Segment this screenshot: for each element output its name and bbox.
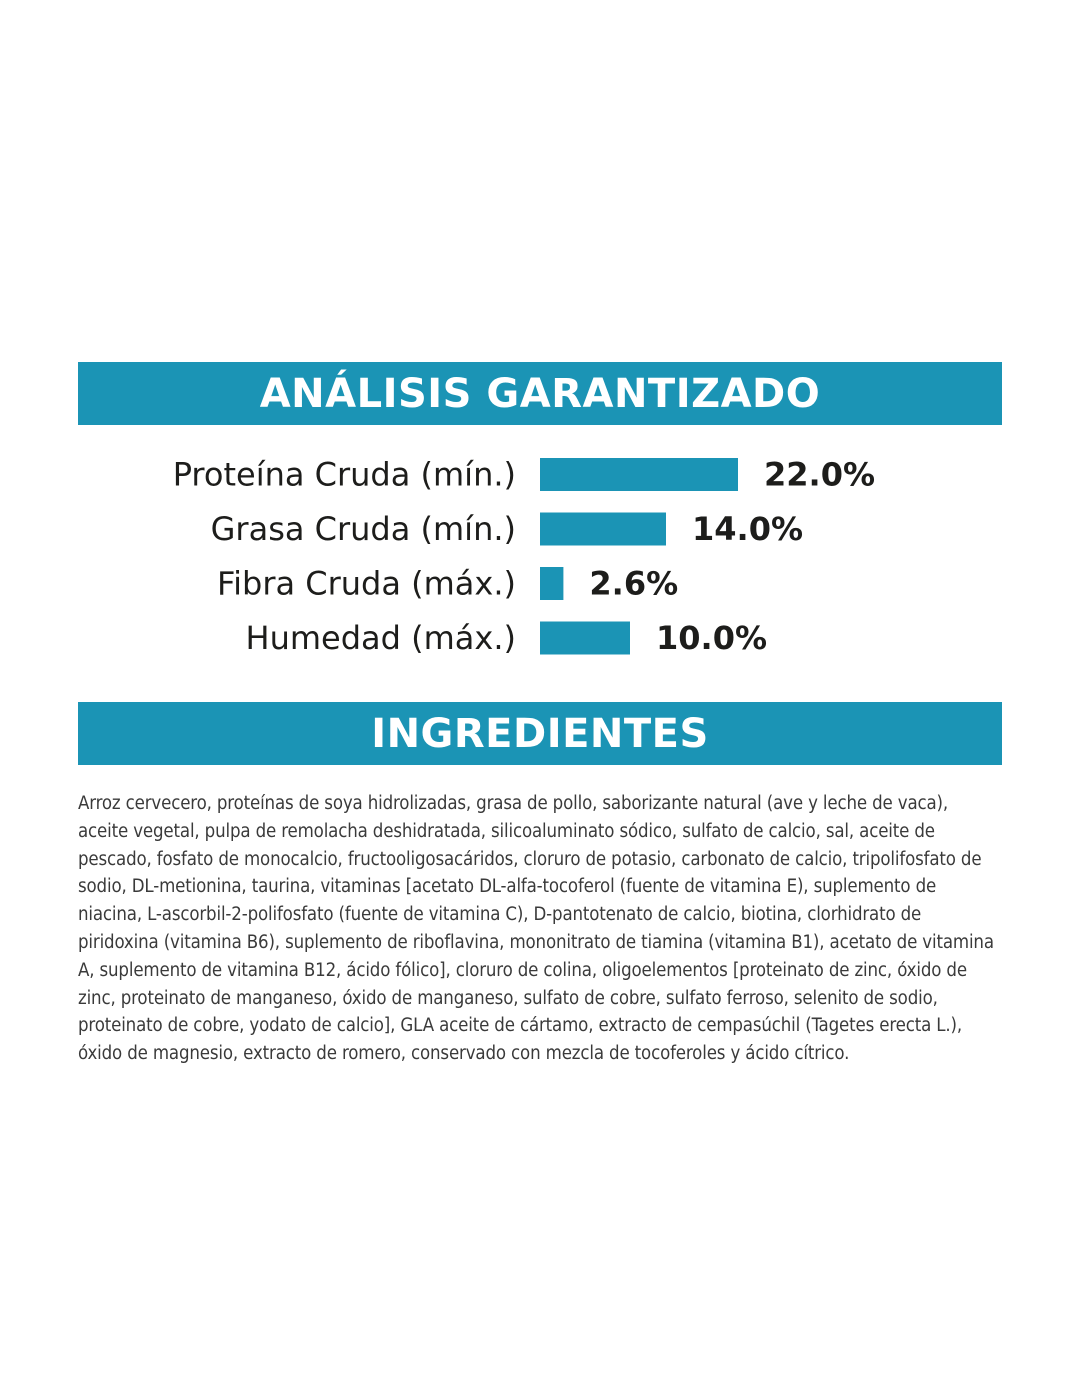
value-label: 2.6%	[589, 564, 679, 603]
value-label: 22.0%	[764, 455, 876, 494]
value-label: 14.0%	[692, 510, 804, 548]
guaranteed-analysis-chart	[0, 440, 1080, 680]
bar	[540, 567, 563, 600]
ingredients-title: INGREDIENTES	[371, 710, 709, 757]
value-label: 10.0%	[656, 619, 768, 657]
bar	[540, 458, 738, 491]
bar	[540, 513, 666, 546]
category-label: Proteína Cruda (mín.)	[172, 455, 516, 494]
analysis-banner	[78, 362, 1002, 425]
analysis-title: ANÁLISIS GARANTIZADO	[259, 370, 821, 417]
bar	[540, 622, 630, 655]
category-label: Humedad (máx.)	[245, 619, 516, 657]
ingredients-list: Arroz cervecero, proteínas de soya hidrolizadas, grasa de pollo, saborizante natural (ave y leche de vaca), aceite vegetal, pulpa de remolacha deshidratada, silicoaluminato sódico, sulfato de calcio, sal, aceite de pescado, fosfato de monocalcio, fructooligosacáridos, cloruro de potasio, carbonato de calcio, tripolifosfato de sodio, DL-metionina, taurina, vitaminas [acetato DL-alfa-tocoferol (fuente de vitamina E), suplemento de niacina, L-ascorbil-2-polifosfato (fuente de vitamina C), D-pantotenato de calcio, biotina, clorhidrato de piridoxina (vitamina B6), suplemento de riboflavina, mononitrato de tiamina (vitamina B1), acetato de vitamina A, suplemento de vitamina B12, ácido fólico], cloruro de colina, oligoelementos [proteinato de zinc, óxido de zinc, proteinato de manganeso, óxido de manganeso, sulfato de cobre, sulfato ferroso, selenito de sodio, proteinato de cobre, yodato de calcio], GLA aceite de cártamo, extracto de cempasúchil (Tagetes erecta L.), óxido de magnesio, extracto de romero, conservado con mezcla de tocoferoles y ácido cítrico.	[78, 793, 994, 1065]
ingredients-banner	[78, 702, 1002, 765]
category-label: Fibra Cruda (máx.)	[217, 564, 516, 603]
category-label: Grasa Cruda (mín.)	[210, 510, 516, 548]
